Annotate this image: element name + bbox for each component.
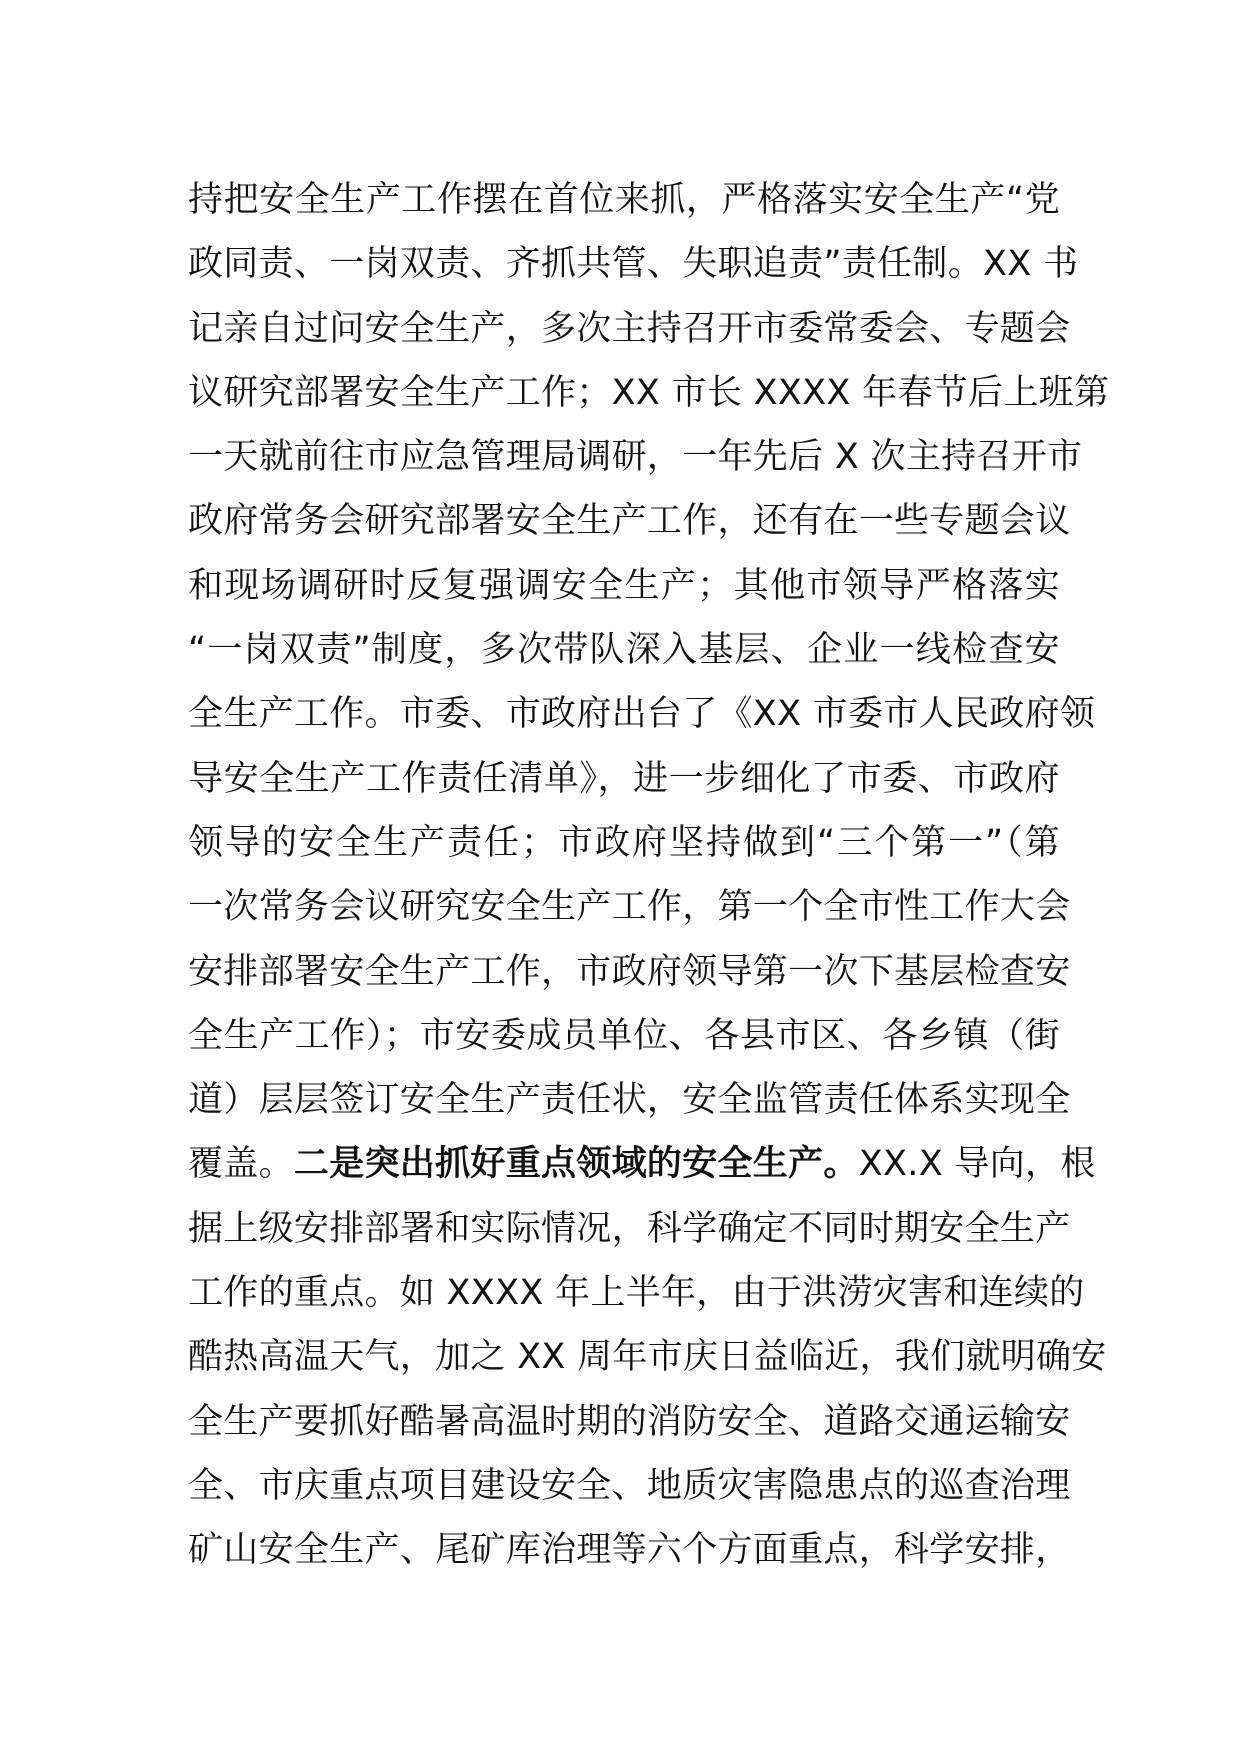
text-line: 一天就前往市应急管理局调研，一年先后 X 次主持召开市 <box>188 437 1083 478</box>
text-line: 全生产工作。市委、市政府出台了《XX 市委市人民政府领 <box>188 694 1096 735</box>
text-line: 全生产要抓好酷暑高温时期的消防安全、道路交通运输安 <box>188 1401 1071 1442</box>
text-line: 全生产工作）；市安委成员单位、各县市区、各乡镇（街 <box>188 1015 1060 1056</box>
text-line: 政同责、一岗双责、齐抓共管、失职追责”责任制。XX 书 <box>188 244 1079 285</box>
section-lead-heading: 二是突出抓好重点领域的安全生产。 <box>293 1144 859 1185</box>
text-line: “一岗双责”制度，多次带队深入基层、企业一线检查安 <box>188 630 1060 671</box>
text-line: 和现场调研时反复强调安全生产；其他市领导严格落实 <box>188 565 1060 606</box>
text-line: 记亲自过问安全生产，多次主持召开市委常委会、专题会 <box>188 308 1071 349</box>
text-line: 道）层层签订安全生产责任状，安全监管责任体系实现全 <box>188 1080 1071 1121</box>
text-line: 据上级安排部署和实际情况，科学确定不同时期安全生产 <box>188 1208 1071 1249</box>
text-segment: XX.X 导向，根 <box>858 1144 1096 1185</box>
text-line: 持把安全生产工作摆在首位来抓，严格落实安全生产“党 <box>188 180 1060 220</box>
text-line: 导安全生产工作责任清单》，进一步细化了市委、市政府 <box>188 758 1060 799</box>
text-line: 矿山安全生产、尾矿库治理等六个方面重点，科学安排， <box>188 1530 1071 1571</box>
text-line: 酷热高温天气，加之 XX 周年市庆日益临近，我们就明确安 <box>188 1337 1107 1378</box>
text-line: 安排部署安全生产工作，市政府领导第一次下基层检查安 <box>188 951 1071 992</box>
text-line: 全、市庆重点项目建设安全、地质灾害隐患点的巡查治理 <box>188 1465 1071 1506</box>
body-paragraph <box>188 168 1110 1583</box>
text-line: 议研究部署安全生产工作；XX 市长 XXXX 年春节后上班第 <box>188 372 1110 413</box>
text-segment: 覆盖。 <box>188 1144 294 1185</box>
text-line: 一次常务会议研究安全生产工作，第一个全市性工作大会 <box>188 887 1071 928</box>
text-line-with-heading <box>188 1132 1096 1196</box>
text-line: 政府常务会研究部署安全生产工作，还有在一些专题会议 <box>188 501 1071 542</box>
text-line: 工作的重点。如 XXXX 年上半年，由于洪涝灾害和连续的 <box>188 1273 1085 1314</box>
text-line: 领导的安全生产责任；市政府坚持做到“三个第一”（第 <box>188 822 1060 863</box>
